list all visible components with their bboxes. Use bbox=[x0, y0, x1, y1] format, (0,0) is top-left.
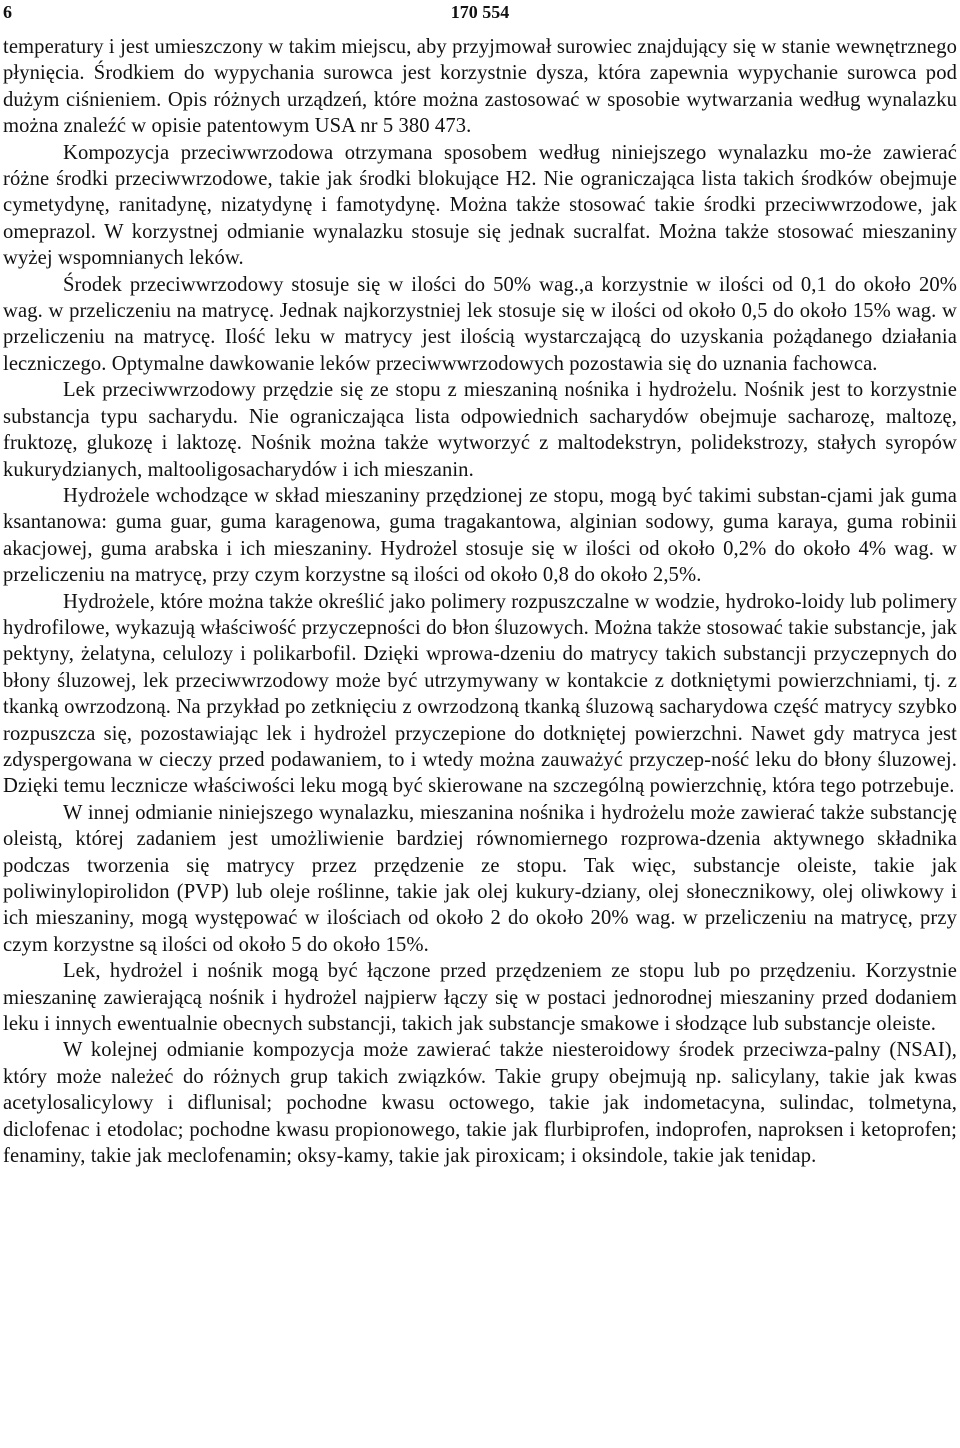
paragraph-combining: Lek, hydrożel i nośnik mogą być łączone przed przędzeniem ze stopu lub po przędzeniu. Korzystnie mieszaninę zawierającą nośnik i hydrożel najpierw łączy się w postaci jednorodnej mieszaniny przed dodaniem leku i innych ewentualnie obecnych substancji, takich jak substancje smakowe i słodzące lub substancje oleiste. bbox=[3, 960, 957, 1036]
paragraph-continuation: temperatury i jest umieszczony w takim miejscu, aby przyjmował surowiec znajdujący się w stanie wewnętrznego płynięcia. Środkiem do wypychania surowca jest korzystnie dysza, która zapewnia wypychanie surowca pod dużym ciśnieniem. Opis różnych urządzeń, które można zastosować w sposobie wytwarzania według wynalazku można znaleźć w opisie patentowym USA nr 5 380 473. bbox=[3, 36, 957, 138]
patent-number: 170 554 bbox=[450, 2, 510, 22]
body-text bbox=[3, 34, 957, 1169]
paragraph-antiulcer-composition: Kompozycja przeciwwrzodowa otrzymana sposobem według niniejszego wynalazku mo-że zawierać różne środki przeciwwrzodowe, takie jak środki blokujące H2. Nie ograniczająca lista takich środków obejmuje cymetydynę, ranitadynę, nizatydynę i famotydynę. Można także stosować takie środki przeciwwrzodowe, jak omeprazol. W korzystnej odmianie wynalazku stosuje się jednak sucralfat. Można także stosować mieszaniny wyżej wspomnianych leków. bbox=[3, 141, 957, 270]
paragraph-mucoadhesion: Hydrożele, które można także określić jako polimery rozpuszczalne w wodzie, hydroko-loidy lub polimery hydrofilowe, wykazują właściwość przyczepności do błon śluzowych. Można także stosować takie substancje, jak pektyny, żelatyna, celulozy i polikarbofil. Dzięki wprowa-dzeniu do matrycy takich substancji przyczepnych do błony śluzowej, lek przeciwwrzodowy może być utrzymywany w kontakcie z dotkniętymi powierzchniami, tj. z tkanką owrzodzoną. Na przykład po zetknięciu z owrzodzoną tkanką śluzową sacharydowa część matrycy szybko rozpuszcza się, pozostawiając lek i hydrożel przyczepione do dotkniętej powierzchni. Nawet gdy matryca jest zdyspergowana w cieczy przed podawaniem, to i wtedy można zauważyć przyczep-ność leku do błony śluzowej. Dzięki temu lecznicze właściwości leku mogą być skierowane na szczególną powierzchnię, która tego potrzebuje. bbox=[3, 590, 957, 798]
document-page bbox=[3, 0, 957, 1169]
page-number: 6 bbox=[3, 2, 12, 22]
page-header bbox=[3, 0, 957, 30]
paragraph-oleaginous: W innej odmianie niniejszego wynalazku, mieszanina nośnika i hydrożelu może zawierać także substancję oleistą, której zadaniem jest umożliwienie bardziej równomiernego rozprowa-dzenia aktywnego składnika podczas tworzenia się matrycy przez przędzenie ze stopu. Tak więc, substancje oleiste, takie jak poliwinylopirolidon (PVP) lub oleje roślinne, takie jak olej kukury-dziany, olej słonecznikowy, olej oliwkowy i ich mieszaniny, mogą występować w ilościach od około 2 do około 20% wag. w przeliczeniu na matrycę, przy czym korzystne są ilości od około 5 do około 15%. bbox=[3, 801, 957, 956]
paragraph-dosage: Środek przeciwwrzodowy stosuje się w ilości do 50% wag.,a korzystnie w ilości od 0,1 do około 20% wag. w przeliczeniu na matrycę. Jednak najkorzystniej lek stosuje się w ilości od około 0,5 do około 15% wag. w przeliczeniu na matrycę. Ilość leku w matrycy jest ilością wystarczającą do uzyskania pożądanego działania leczniczego. Optymalne dawkowanie leków przeciwwwrzodowych pozostawia się do uznania fachowca. bbox=[3, 273, 957, 375]
paragraph-nsaid: W kolejnej odmianie kompozycja może zawierać także niesteroidowy środek przeciwza-palny (NSAI), który może należeć do różnych grup takich związków. Takie grupy obejmują np. salicylany, takie jak kwas acetylosalicylowy i diflunisal; pochodne kwasu octowego, takie jak indometacyna, sulindac, tolmetyna, diclofenac i etodolac; pochodne kwasu propionowego, takie jak flurbiprofen, indoprofen, naproksen i ketoprofen; fenaminy, takie jak meclofenamin; oksy-kamy, takie jak piroxicam; i oksindole, takie jak tenidap. bbox=[3, 1039, 957, 1168]
paragraph-carrier: Lek przeciwwrzodowy przędzie się ze stopu z mieszaniną nośnika i hydrożelu. Nośnik jest to korzystnie substancja typu sacharydu. Nie ograniczająca lista odpowiednich sacharydów obejmuje sacharozę, maltozę, fruktozę, glukozę i laktozę. Nośnik można także wytworzyć z maltodekstryn, polidekstrozy, stałych syropów kukurydzianych, maltooligosacharydów i ich mieszanin. bbox=[3, 379, 957, 481]
paragraph-hydrogels: Hydrożele wchodzące w skład mieszaniny przędzionej ze stopu, mogą być takimi substan-cjami jak guma ksantanowa: guma guar, guma karagenowa, guma tragakantowa, alginian sodowy, guma karaya, guma robinii akacjowej, guma arabska i ich mieszaniny. Hydrożel stosuje się w ilości od około 0,2% do około 4% wag. w przeliczeniu na matrycę, przy czym korzystne są ilości od około 0,8 do około 2,5%. bbox=[3, 484, 957, 587]
